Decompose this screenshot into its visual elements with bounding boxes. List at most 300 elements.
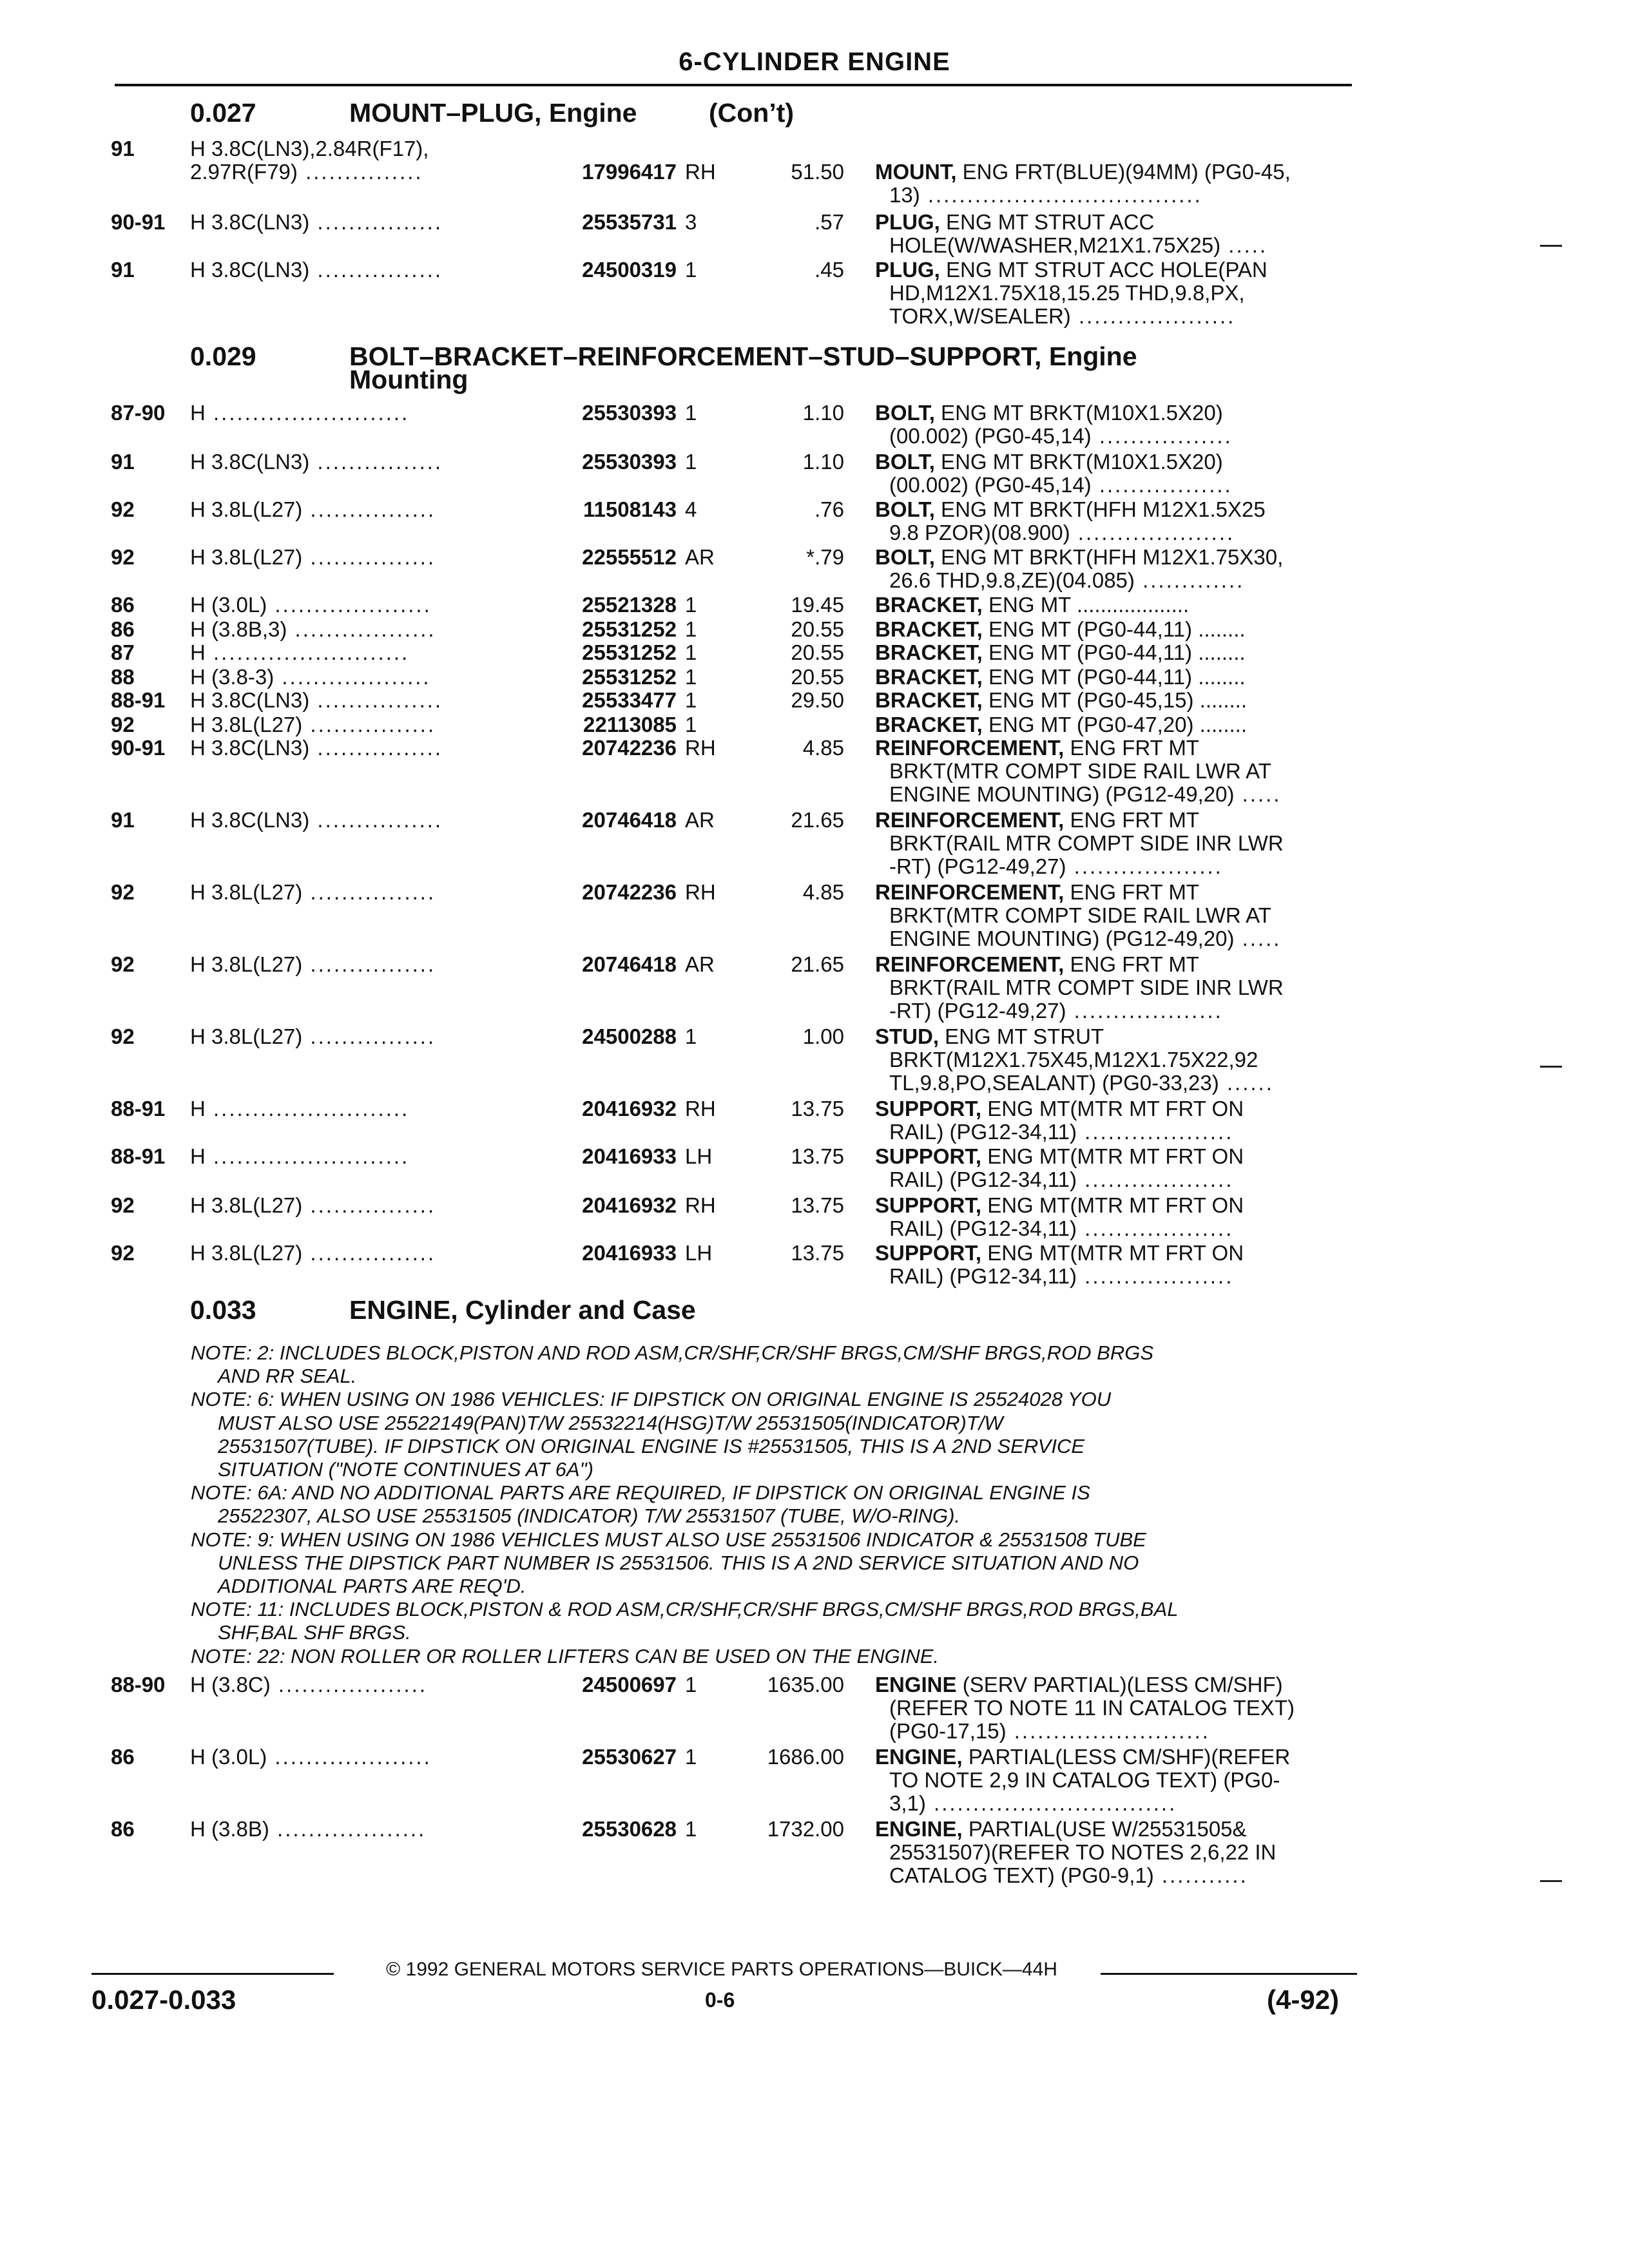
description-continued-text: HD,M12X1.75X18,15.25 THD,9.8,PX, <box>889 281 1245 305</box>
part-number: 20416933 <box>582 1241 677 1265</box>
section-title-main: ENGINE, <box>349 1295 458 1325</box>
description <box>875 1817 1352 1841</box>
footer-page-number: 0-6 <box>705 1988 735 2012</box>
description-continued-text: TORX,W/SEALER) <box>889 304 1071 328</box>
description-continued <box>889 1696 1353 1720</box>
description <box>875 1144 1352 1169</box>
description <box>875 880 1352 905</box>
description-continued <box>889 1048 1353 1072</box>
row-year: 92 <box>111 880 135 904</box>
dot-leader: ................... <box>1077 1120 1234 1144</box>
quantity: AR <box>685 808 715 832</box>
description-continued <box>889 854 1353 879</box>
description-continued <box>889 1791 1353 1816</box>
row-year: 92 <box>111 952 135 976</box>
price: 29.50 <box>791 688 844 712</box>
quantity: RH <box>685 1193 716 1217</box>
price: 19.45 <box>791 593 844 617</box>
margin-mark <box>1540 245 1562 247</box>
application <box>190 713 551 737</box>
description-continued <box>889 233 1353 258</box>
price: 1732.00 <box>767 1817 844 1841</box>
dot-leader: ................... <box>1077 1216 1234 1240</box>
description-text: ENG FRT MT <box>1064 880 1199 904</box>
description-continued <box>889 831 1353 856</box>
description-continued <box>889 1216 1353 1241</box>
description-continued <box>889 1168 1353 1192</box>
quantity: 1 <box>685 1024 697 1048</box>
description-continued-text: TO NOTE 2,9 IN CATALOG TEXT) (PG0- <box>889 1768 1280 1792</box>
description-keyword: REINFORCEMENT, <box>875 952 1065 976</box>
description-keyword: BRACKET, <box>875 617 983 641</box>
price: 1686.00 <box>767 1745 844 1769</box>
note-line: NOTE: 11: INCLUDES BLOCK,PISTON & ROD ASM,CR/SHF,CR/SHF BRGS,CM/SHF BRGS,ROD BRGS,BAL <box>191 1598 1179 1621</box>
description-continued <box>889 1071 1353 1095</box>
row-year: 92 <box>111 1193 135 1217</box>
price: 1.00 <box>802 1024 844 1048</box>
description-continued-text: -RT) (PG12-49,27) <box>889 999 1066 1023</box>
row-year: 86 <box>111 1817 135 1841</box>
part-number: 22113085 <box>583 713 677 736</box>
price: 20.55 <box>791 617 844 641</box>
dot-leader: ......................... <box>205 1144 410 1168</box>
dot-leader: ...... <box>1219 1071 1274 1095</box>
description-continued-text: (00.002) (PG0-45,14) <box>889 424 1092 448</box>
section-title-rest: Engine <box>548 98 637 128</box>
description <box>875 160 1352 184</box>
description-continued <box>889 1863 1353 1888</box>
price: 21.65 <box>791 808 844 832</box>
application <box>190 665 551 689</box>
part-number: 20416933 <box>582 1144 677 1168</box>
row-year: 88-91 <box>111 1097 166 1120</box>
quantity: 3 <box>685 210 697 234</box>
description-text: ENG MT STRUT <box>939 1024 1104 1048</box>
section-title-main: BOLT–BRACKET–REINFORCEMENT–STUD–SUPPORT, <box>349 341 1042 371</box>
row-year: 91 <box>111 808 135 832</box>
description <box>875 497 1352 522</box>
description-continued-text: BRKT(MTR COMPT SIDE RAIL LWR AT <box>889 759 1271 783</box>
row-year: 92 <box>111 497 135 521</box>
description-continued-text: 3,1) <box>889 1791 926 1815</box>
dot-leader: ................ <box>309 258 443 282</box>
quantity: 4 <box>685 497 697 521</box>
description-text: ENG FRT MT <box>1064 808 1199 832</box>
dot-leader: .................... <box>267 593 432 617</box>
dot-leader: ................ <box>309 736 443 760</box>
application-text: H 3.8L(L27) <box>190 497 303 521</box>
description-continued-text: RAIL) (PG12-34,11) <box>889 1264 1077 1288</box>
part-number: 20416932 <box>582 1193 677 1217</box>
row-year: 87-90 <box>111 401 166 425</box>
row-year: 88 <box>111 665 135 689</box>
part-number: 24500697 <box>582 1673 677 1696</box>
application-text: H 3.8C(LN3) <box>190 736 310 760</box>
price: .57 <box>815 210 844 234</box>
dot-leader: .................... <box>267 1745 432 1769</box>
part-number: 22555512 <box>582 545 677 569</box>
price: 13.75 <box>791 1097 844 1120</box>
description-text: ENG FRT(BLUE)(94MM) (PG0-45, <box>956 160 1291 184</box>
description <box>875 593 1352 617</box>
dot-leader: ................... <box>270 1673 428 1696</box>
quantity: 1 <box>685 258 697 282</box>
price: 20.55 <box>791 640 844 664</box>
dot-leader: ................ <box>302 952 436 976</box>
part-number: 24500288 <box>582 1024 677 1048</box>
application <box>190 617 551 642</box>
application <box>190 593 551 617</box>
quantity: 1 <box>685 1745 697 1769</box>
application-text: H 3.8L(L27) <box>190 713 303 736</box>
dot-leader: ............. <box>1134 568 1245 592</box>
description-continued <box>889 521 1353 545</box>
application-text: H (3.8-3) <box>190 665 275 689</box>
part-number: 24500319 <box>582 258 677 282</box>
part-number: 20742236 <box>582 736 677 760</box>
price: 13.75 <box>791 1193 844 1217</box>
application <box>190 497 551 522</box>
quantity: 1 <box>685 617 697 641</box>
dot-leader: ................ <box>302 1024 436 1048</box>
application <box>190 1097 551 1121</box>
application-text: H 3.8L(L27) <box>190 880 303 904</box>
section-title-rest: Cylinder and Case <box>465 1295 696 1325</box>
description-text: ENG MT (PG0-44,11) ........ <box>982 617 1246 641</box>
dot-leader: ......................... <box>205 1097 410 1120</box>
application-text: H 3.8L(L27) <box>190 952 303 976</box>
description-continued-text: RAIL) (PG12-34,11) <box>889 1216 1077 1240</box>
price: 1.10 <box>802 450 844 474</box>
dot-leader: ................... <box>1066 999 1223 1023</box>
part-number: 20746418 <box>582 808 677 832</box>
section-number: 0.033 <box>190 1295 256 1325</box>
description-keyword: REINFORCEMENT, <box>875 808 1065 832</box>
description-continued-text: -RT) (PG12-49,27) <box>889 854 1066 878</box>
description-keyword: REINFORCEMENT, <box>875 880 1065 904</box>
description <box>875 640 1352 665</box>
note-line: NOTE: 9: WHEN USING ON 1986 VEHICLES MUST ALSO USE 25531506 INDICATOR & 25531508 TUBE <box>191 1528 1146 1551</box>
description-keyword: BRACKET, <box>875 640 983 664</box>
application <box>190 1144 551 1169</box>
quantity: RH <box>685 160 716 184</box>
row-year: 90-91 <box>111 210 166 234</box>
application-text: H 3.8C(LN3) <box>190 450 310 474</box>
row-year: 92 <box>111 1241 135 1265</box>
description <box>875 1745 1352 1769</box>
section-title <box>349 98 637 128</box>
footer-section-range: 0.027-0.033 <box>92 1984 236 2015</box>
application <box>190 258 551 282</box>
application-text: H 3.8C(LN3) <box>190 210 310 234</box>
description <box>875 617 1352 642</box>
description-text: ENG MT(MTR MT FRT ON <box>981 1241 1244 1265</box>
row-year: 90-91 <box>111 736 166 760</box>
description-keyword: PLUG, <box>875 210 940 234</box>
dot-leader: ................ <box>302 713 436 736</box>
description <box>875 258 1352 282</box>
dot-leader: ..... <box>1234 782 1282 806</box>
note-line: NOTE: 2: INCLUDES BLOCK,PISTON AND ROD ASM,CR/SHF,CR/SHF BRGS,CM/SHF BRGS,ROD BRGS <box>191 1341 1153 1364</box>
description-continued-text: ENGINE MOUNTING) (PG12-49,20) <box>889 782 1235 806</box>
description <box>875 713 1352 737</box>
dot-leader: ......................... <box>1006 1719 1210 1743</box>
description-keyword: SUPPORT, <box>875 1144 982 1168</box>
dot-leader: ................ <box>309 808 443 832</box>
description-keyword: BOLT, <box>875 401 935 425</box>
description-text: ENG MT (PG0-44,11) ........ <box>982 665 1246 689</box>
row-year: 86 <box>111 1745 135 1769</box>
note-line: ADDITIONAL PARTS ARE REQ'D. <box>218 1575 526 1597</box>
price: 13.75 <box>791 1144 844 1168</box>
row-year: 91 <box>111 258 135 282</box>
part-number: 25530393 <box>582 450 677 474</box>
part-number: 25521328 <box>582 593 677 617</box>
description-text: ENG MT(MTR MT FRT ON <box>981 1144 1244 1168</box>
description-keyword: ENGINE, <box>875 1817 963 1841</box>
dot-leader: ................. <box>1091 473 1233 497</box>
description <box>875 1673 1352 1697</box>
application-text: H (3.0L) <box>190 1745 267 1769</box>
dot-leader: .................. <box>287 617 436 641</box>
row-year: 86 <box>111 593 135 617</box>
description-keyword: BRACKET, <box>875 593 983 617</box>
part-number: 20742236 <box>582 880 677 904</box>
description-continued-text: TL,9.8,PO,SEALANT) (PG0-33,23) <box>889 1071 1219 1095</box>
part-number: 11508143 <box>583 497 677 521</box>
note-line: NOTE: 6: WHEN USING ON 1986 VEHICLES: IF DIPSTICK ON ORIGINAL ENGINE IS 25524028 YOU <box>191 1388 1112 1411</box>
note-line: MUST ALSO USE 25522149(PAN)T/W 25532214(HSG)T/W 25531505(INDICATOR)T/W <box>218 1411 1003 1434</box>
description <box>875 665 1352 689</box>
price: 21.65 <box>791 952 844 976</box>
part-number: 25533477 <box>582 688 677 712</box>
note-line: AND RR SEAL. <box>218 1365 357 1388</box>
row-year: 92 <box>111 545 135 569</box>
description-continued-text: BRKT(RAIL MTR COMPT SIDE INR LWR <box>889 831 1284 855</box>
description <box>875 401 1352 425</box>
description-continued <box>889 1719 1353 1744</box>
quantity: 1 <box>685 665 697 689</box>
description-continued <box>889 473 1353 497</box>
description-continued <box>889 183 1353 207</box>
application <box>190 1745 551 1769</box>
section-number: 0.029 <box>190 341 256 371</box>
application <box>190 952 551 977</box>
row-year: 92 <box>111 713 135 736</box>
part-number: 25535731 <box>582 210 677 234</box>
description-text: ENG MT ................... <box>982 593 1190 617</box>
description-text: ENG MT (PG0-44,11) ........ <box>982 640 1246 664</box>
footer-rule-left <box>92 1973 334 1975</box>
application-text: H <box>190 1097 206 1120</box>
description-continued-text: 13) <box>889 183 920 207</box>
quantity: 1 <box>685 401 697 425</box>
part-number: 25530393 <box>582 401 677 425</box>
description-continued <box>889 927 1353 951</box>
dot-leader: ................ <box>309 210 443 234</box>
description <box>875 1024 1352 1049</box>
description-continued-text: 26.6 THD,9.8,ZE)(04.085) <box>889 568 1135 592</box>
dot-leader: ................ <box>302 880 436 904</box>
part-number: 17996417 <box>582 160 677 184</box>
description <box>875 808 1352 832</box>
description-continued-text: HOLE(W/WASHER,M21X1.75X25) <box>889 233 1221 257</box>
dot-leader: ................ <box>302 1241 436 1265</box>
row-year: 92 <box>111 1024 135 1048</box>
description-keyword: SUPPORT, <box>875 1193 982 1217</box>
description-keyword: ENGINE, <box>875 1745 963 1769</box>
note-line: SITUATION ("NOTE CONTINUES AT 6A") <box>218 1458 593 1481</box>
description-keyword: BOLT, <box>875 545 935 569</box>
description-keyword: BOLT, <box>875 450 935 474</box>
price: 4.85 <box>802 880 844 904</box>
price: 4.85 <box>802 736 844 760</box>
application-text: H <box>190 401 206 425</box>
quantity: 1 <box>685 713 697 736</box>
description-text: ENG MT (PG0-45,15) ........ <box>982 688 1248 712</box>
note-line: NOTE: 6A: AND NO ADDITIONAL PARTS ARE REQUIRED, IF DIPSTICK ON ORIGINAL ENGINE IS <box>191 1481 1090 1504</box>
price: 51.50 <box>791 160 844 184</box>
price: .45 <box>815 258 844 282</box>
dot-leader: ................... <box>274 665 431 689</box>
title-rule <box>115 84 1352 86</box>
description-text: ENG MT STRUT ACC <box>940 210 1155 234</box>
quantity: LH <box>685 1144 713 1168</box>
application <box>190 1024 551 1049</box>
description-continued-text: (REFER TO NOTE 11 IN CATALOG TEXT) <box>889 1696 1295 1720</box>
section-title-main: MOUNT–PLUG, <box>349 98 542 128</box>
description <box>875 736 1352 760</box>
dot-leader: ......................... <box>205 401 410 425</box>
description-text: ENG FRT MT <box>1064 952 1199 976</box>
description <box>875 1241 1352 1265</box>
dot-leader: ................... <box>1077 1168 1234 1191</box>
description-text: ENG MT(MTR MT FRT ON <box>981 1097 1244 1120</box>
dot-leader: ................... <box>1066 854 1223 878</box>
dot-leader: ................................... <box>920 183 1202 207</box>
part-number: 25531252 <box>582 665 677 689</box>
description-continued-text: (PG0-17,15) <box>889 1719 1007 1743</box>
description-text: PARTIAL(LESS CM/SHF)(REFER <box>962 1745 1291 1769</box>
section-title-rest: Engine <box>1048 341 1137 371</box>
description <box>875 450 1352 474</box>
dot-leader: ................... <box>1077 1264 1234 1288</box>
quantity: RH <box>685 736 716 760</box>
application <box>190 1241 551 1265</box>
description-keyword: SUPPORT, <box>875 1097 982 1120</box>
footer-copyright: © 1992 GENERAL MOTORS SERVICE PARTS OPERATIONS—BUICK—44H <box>386 1959 1057 1980</box>
price: *.79 <box>806 545 844 569</box>
description-continued <box>889 999 1353 1023</box>
description-keyword: MOUNT, <box>875 160 957 184</box>
description-continued <box>889 1768 1353 1792</box>
application-text: H 3.8C(LN3) <box>190 808 310 832</box>
part-number: 20416932 <box>582 1097 677 1120</box>
description-keyword: BRACKET, <box>875 665 983 689</box>
description <box>875 952 1352 977</box>
dot-leader: ................. <box>1091 424 1233 448</box>
dot-leader: ..... <box>1220 233 1268 257</box>
quantity: 1 <box>685 593 697 617</box>
application <box>190 808 551 832</box>
description <box>875 210 1352 235</box>
description-keyword: BRACKET, <box>875 713 983 736</box>
description-continued <box>889 1120 1353 1144</box>
quantity: RH <box>685 880 716 904</box>
margin-mark <box>1540 1066 1562 1068</box>
description-continued <box>889 568 1353 593</box>
price: 13.75 <box>791 1241 844 1265</box>
application-text: H <box>190 1144 206 1168</box>
quantity: 1 <box>685 1673 697 1696</box>
description-text: ENG MT BRKT(HFH M12X1.5X25 <box>934 497 1266 521</box>
description-continued <box>889 424 1353 448</box>
margin-mark <box>1540 1880 1562 1882</box>
description-continued <box>889 975 1353 1000</box>
dot-leader: ........... <box>1153 1863 1248 1887</box>
description <box>875 545 1352 570</box>
dot-leader: ............... <box>297 160 423 184</box>
description-text: ENG FRT MT <box>1064 736 1199 760</box>
price: 1.10 <box>802 401 844 425</box>
application <box>190 401 551 425</box>
part-number: 25530628 <box>582 1817 677 1841</box>
application-text: H 3.8L(L27) <box>190 1193 303 1217</box>
description-continued-text: ENGINE MOUNTING) (PG12-49,20) <box>889 927 1235 950</box>
part-number: 25531252 <box>582 640 677 664</box>
quantity: 1 <box>685 1817 697 1841</box>
description-continued-text: 9.8 PZOR)(08.900) <box>889 521 1070 544</box>
description-continued <box>889 759 1353 783</box>
description-continued <box>889 304 1353 329</box>
dot-leader: ................... <box>269 1817 427 1841</box>
dot-leader: .................... <box>1070 521 1235 544</box>
application <box>190 880 551 905</box>
application <box>190 1817 551 1841</box>
application-text: H 3.8C(LN3) <box>190 688 310 712</box>
application <box>190 160 551 184</box>
application <box>190 736 551 760</box>
row-year: 91 <box>111 450 135 474</box>
application <box>190 640 551 665</box>
description <box>875 1193 1352 1218</box>
footer-rule-right <box>1101 1973 1357 1975</box>
row-year: 88-91 <box>111 688 166 712</box>
dot-leader: ................ <box>309 688 443 712</box>
application <box>190 545 551 570</box>
dot-leader: .................... <box>1070 304 1236 328</box>
description-continued <box>889 903 1353 928</box>
quantity: RH <box>685 1097 716 1120</box>
row-year: 88-91 <box>111 1144 166 1168</box>
application <box>190 210 551 235</box>
description-text: (SERV PARTIAL)(LESS CM/SHF) <box>956 1673 1283 1696</box>
row-year: 91 <box>111 137 135 160</box>
application-text: H 3.8L(L27) <box>190 1241 303 1265</box>
section-continued: (Con’t) <box>709 98 795 128</box>
application-text: H (3.0L) <box>190 593 267 617</box>
row-year: 88-90 <box>111 1673 166 1696</box>
description-continued <box>889 1264 1353 1289</box>
note-line: UNLESS THE DIPSTICK PART NUMBER IS 25531506. THIS IS A 2ND SERVICE SITUATION AND NO <box>218 1551 1139 1574</box>
row-year: 86 <box>111 617 135 641</box>
quantity: LH <box>685 1241 713 1265</box>
application <box>190 688 551 713</box>
description-continued <box>889 1840 1353 1865</box>
description-text: ENG MT (PG0-47,20) ........ <box>982 713 1248 736</box>
description-keyword: ENGINE <box>875 1673 957 1696</box>
dot-leader: ............................... <box>925 1791 1177 1815</box>
